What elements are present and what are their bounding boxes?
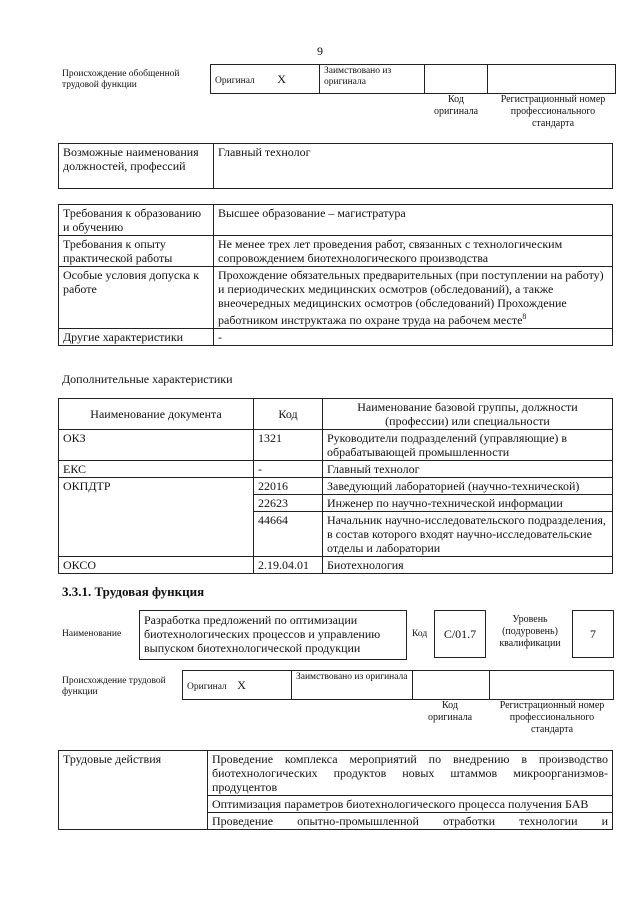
borrowed-label: Заимствовано из оригинала xyxy=(320,65,425,94)
name-label: Наименование xyxy=(62,629,122,639)
header-code: Код xyxy=(254,399,323,430)
code-caption: Код оригинала xyxy=(427,700,473,723)
doc-cell: ОКЗ xyxy=(59,430,254,461)
original-cell xyxy=(211,65,320,94)
level-label: Уровень (подуровень) квалификации xyxy=(499,614,561,649)
name-cell: Биотехнология xyxy=(323,557,613,574)
reg-caption: Регистрационный номер профессионального стандарта xyxy=(499,700,605,735)
header-doc: Наименование документа xyxy=(59,399,254,430)
origin-label: Происхождение обобщенной трудовой функции xyxy=(62,69,180,90)
code-cell: 44664 xyxy=(254,512,323,557)
requirement-label: Требования к опыту практической работы xyxy=(59,236,214,267)
requirement-row xyxy=(59,236,613,267)
function-name: Разработка предложений по оптимизации биотехнологических процессов и управлению выпуском биотехнологической продукции xyxy=(139,610,407,660)
requirement-label: Требования к образованию и обучению xyxy=(59,205,214,236)
labor-action-item: Оптимизация параметров биотехнологического процесса получения БАВ xyxy=(208,796,613,813)
name-cell: Начальник научно-исследовательского подразделения, в состав которого входят научно-исследовательские отделы и лаборатории xyxy=(323,512,613,557)
table-row xyxy=(59,430,613,461)
level-value: 7 xyxy=(572,610,614,658)
additional-title: Дополнительные характеристики xyxy=(62,372,233,386)
code-cell xyxy=(413,671,490,700)
name-cell: Руководители подразделений (управляющие) в обрабатывающей промышленности xyxy=(323,430,613,461)
reg-caption: Регистрационный номер профессионального стандарта xyxy=(500,94,606,129)
doc-cell: ОКПДТР xyxy=(59,478,254,557)
table-row xyxy=(59,557,613,574)
code-cell: 1321 xyxy=(254,430,323,461)
code-cell xyxy=(425,65,488,94)
labor-actions-label: Трудовые действия xyxy=(59,751,208,830)
name-cell: Главный технолог xyxy=(323,461,613,478)
code-cell: 22623 xyxy=(254,495,323,512)
positions-table xyxy=(58,143,613,189)
labor-action-item: Проведение опытно-промышленной отработки технологии и xyxy=(208,813,613,830)
requirement-value-cell xyxy=(214,267,613,329)
page-number: 9 xyxy=(317,44,323,58)
origin-table xyxy=(210,64,616,94)
code-label: Код xyxy=(412,629,428,639)
original-cell xyxy=(183,671,292,700)
requirement-value: - xyxy=(214,329,613,346)
labor-actions-table xyxy=(58,750,613,830)
additional-table xyxy=(58,398,613,574)
original-mark: X xyxy=(277,71,286,86)
origin-label: Происхождение трудовой функции xyxy=(62,676,166,697)
requirement-value: Прохождение обязательных предварительных (при поступлении на работу) и периодических медицинских осмотров (обследований), а также внеочередных медицинских осмотров (обследований) Прохождение работником инструктажа по охране труда на рабочем месте xyxy=(218,268,604,327)
table-row xyxy=(59,461,613,478)
positions-label: Возможные наименования должностей, профессий xyxy=(59,144,214,189)
borrowed-label: Заимствовано из оригинала xyxy=(292,671,413,700)
name-cell: Инженер по научно-технической информации xyxy=(323,495,613,512)
additional-header-row xyxy=(59,399,613,430)
header-name: Наименование базовой группы, должности (профессии) или специальности xyxy=(323,399,613,430)
requirement-row xyxy=(59,205,613,236)
doc-cell: ЕКС xyxy=(59,461,254,478)
requirement-label: Особые условия допуска к работе xyxy=(59,267,214,329)
doc-cell: ОКСО xyxy=(59,557,254,574)
requirement-row xyxy=(59,329,613,346)
requirements-table xyxy=(58,204,613,346)
code-cell: 22016 xyxy=(254,478,323,495)
requirement-row xyxy=(59,267,613,329)
code-cell: - xyxy=(254,461,323,478)
requirement-value: Высшее образование – магистратура xyxy=(214,205,613,236)
labor-action-item: Проведение комплекса мероприятий по внедрению в производство биотехнологических продуктов новых штаммов микроорганизмов-продуцентов xyxy=(208,751,613,796)
original-mark: X xyxy=(237,677,246,692)
positions-value: Главный технолог xyxy=(214,144,613,189)
table-row xyxy=(59,751,613,796)
origin-table xyxy=(182,670,614,700)
reg-cell xyxy=(490,671,614,700)
reg-cell xyxy=(488,65,616,94)
code-cell: 2.19.04.01 xyxy=(254,557,323,574)
function-code: C/01.7 xyxy=(434,610,486,658)
section-heading: 3.3.1. Трудовая функция xyxy=(62,584,205,599)
requirement-value: Не менее трех лет проведения работ, связанных с технологическим сопровождением биотехнологического производства xyxy=(214,236,613,267)
name-cell: Заведующий лабораторией (научно-технической) xyxy=(323,478,613,495)
original-label: Оригинал xyxy=(187,681,227,692)
original-label: Оригинал xyxy=(215,75,255,86)
requirement-label: Другие характеристики xyxy=(59,329,214,346)
code-caption: Код оригинала xyxy=(433,94,479,117)
table-row xyxy=(59,478,613,495)
footnote-mark: 8 xyxy=(522,312,527,321)
